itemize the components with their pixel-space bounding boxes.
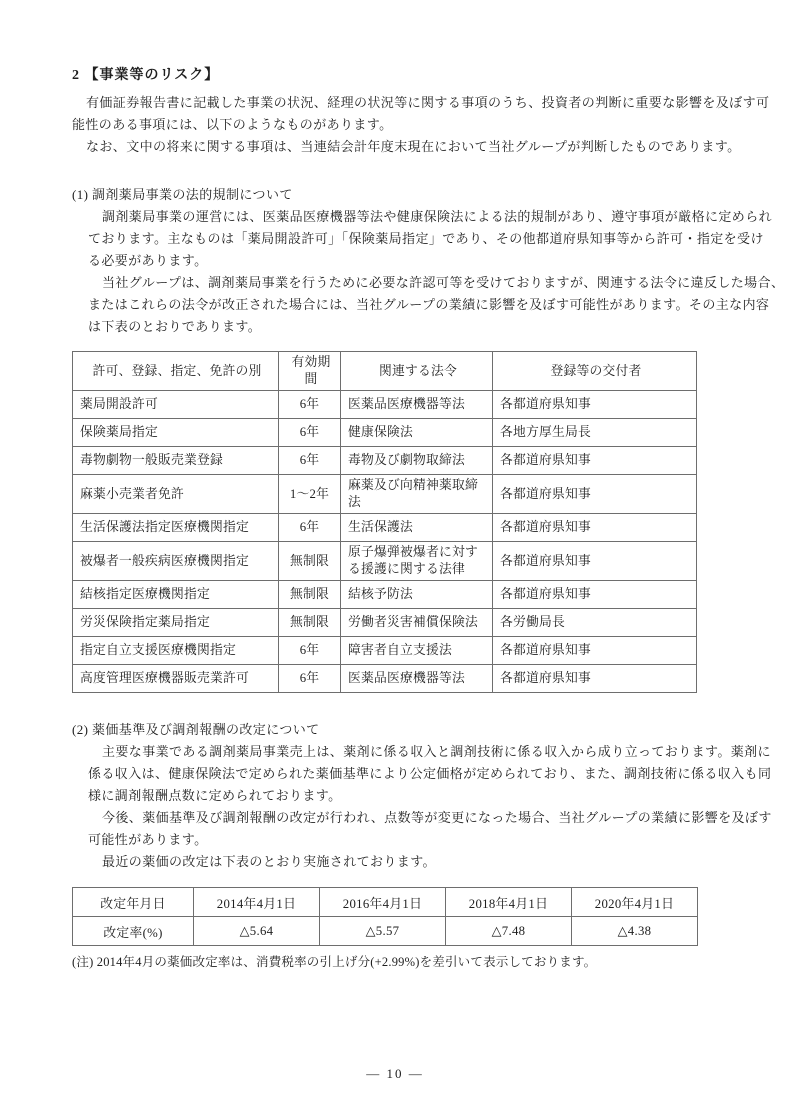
cell-validity: 無制限 <box>279 581 341 609</box>
cell-issuer: 各地方厚生局長 <box>493 419 697 447</box>
cell-validity: 6年 <box>279 665 341 693</box>
cell-issuer: 各都道府県知事 <box>493 665 697 693</box>
col-header-validity: 有効期間 <box>279 352 341 391</box>
cell-revision-date: 2016年4月1日 <box>320 888 446 917</box>
section2-line: 主要な事業である調剤薬局事業売上は、薬剤に係る収入と調剤技術に係る収入から成り立っております。薬剤に <box>102 744 771 759</box>
section2-body <box>88 741 772 873</box>
section1-line: またはこれらの法令が改正された場合には、当社グループの業績に影響を及ぼす可能性があります。その主な内容 <box>88 297 770 312</box>
cell-issuer: 各都道府県知事 <box>493 475 697 514</box>
revision-date-row <box>73 888 698 917</box>
intro-line: なお、文中の将来に関する事項は、当連結会計年度末現在において当社グループが判断したものであります。 <box>86 139 741 154</box>
section2-line: 今後、薬価基準及び調剤報酬の改定が行われ、点数等が変更になった場合、当社グループの業績に影響を及ぼす <box>102 810 772 825</box>
cell-validity: 6年 <box>279 447 341 475</box>
cell-validity: 6年 <box>279 514 341 542</box>
cell-license-type: 保険薬局指定 <box>73 419 279 447</box>
intro-line: 能性のある事項には、以下のようなものがあります。 <box>72 117 393 132</box>
cell-license-type: 結核指定医療機関指定 <box>73 581 279 609</box>
page-title: 2 【事業等のリスク】 <box>72 68 220 83</box>
cell-revision-date: 2020年4月1日 <box>572 888 698 917</box>
cell-license-type: 被爆者一般疾病医療機関指定 <box>73 542 279 581</box>
section2-line: 最近の薬価の改定は下表のとおり実施されております。 <box>102 854 436 869</box>
cell-related-law: 障害者自立支援法 <box>341 637 493 665</box>
cell-validity: 1～2年 <box>279 475 341 514</box>
cell-related-law: 医薬品医療機器等法 <box>341 391 493 419</box>
table-row <box>73 581 697 609</box>
revision-rate-row <box>73 917 698 946</box>
cell-related-law: 結核予防法 <box>341 581 493 609</box>
cell-related-law: 原子爆弾被爆者に対する援護に関する法律 <box>341 542 493 581</box>
table-row <box>73 609 697 637</box>
table-row <box>73 391 697 419</box>
cell-license-type: 生活保護法指定医療機関指定 <box>73 514 279 542</box>
table-row <box>73 665 697 693</box>
cell-validity: 無制限 <box>279 542 341 581</box>
table-header-row <box>73 352 697 391</box>
section1-line: 当社グループは、調剤薬局事業を行うために必要な許認可等を受けておりますが、関連する法令に違反した場合、 <box>102 275 785 290</box>
cell-related-law: 麻薬及び向精神薬取締法 <box>341 475 493 514</box>
cell-issuer: 各都道府県知事 <box>493 391 697 419</box>
cell-license-type: 麻薬小売業者免許 <box>73 475 279 514</box>
cell-revision-rate: △4.38 <box>572 917 698 946</box>
cell-validity: 6年 <box>279 637 341 665</box>
cell-revision-rate: △5.64 <box>194 917 320 946</box>
section1-line: る必要があります。 <box>88 253 208 268</box>
cell-license-type: 毒物劇物一般販売業登録 <box>73 447 279 475</box>
license-table <box>72 351 697 693</box>
intro-paragraph <box>72 92 770 158</box>
intro-line: 有価証券報告書に記載した事業の状況、経理の状況等に関する事項のうち、投資者の判断に重要な影響を及ぼす可 <box>86 95 770 110</box>
cell-issuer: 各都道府県知事 <box>493 447 697 475</box>
cell-issuer: 各都道府県知事 <box>493 514 697 542</box>
table-row <box>73 419 697 447</box>
cell-license-type: 薬局開設許可 <box>73 391 279 419</box>
cell-license-type: 労災保険指定薬局指定 <box>73 609 279 637</box>
section1-line: は下表のとおりであります。 <box>88 319 262 334</box>
cell-revision-rate: △7.48 <box>446 917 572 946</box>
page-number: ― 10 ― <box>366 1066 424 1081</box>
col-header-related-law: 関連する法令 <box>341 352 493 391</box>
row-header-revision-rate: 改定率(%) <box>73 917 194 946</box>
col-header-license-type: 許可、登録、指定、免許の別 <box>73 352 279 391</box>
section2-line: 様に調剤報酬点数に定められております。 <box>88 788 342 803</box>
cell-license-type: 高度管理医療機器販売業許可 <box>73 665 279 693</box>
table-row <box>73 637 697 665</box>
table-row <box>73 514 697 542</box>
cell-license-type: 指定自立支援医療機関指定 <box>73 637 279 665</box>
table-row <box>73 475 697 514</box>
table-row <box>73 447 697 475</box>
cell-issuer: 各都道府県知事 <box>493 542 697 581</box>
cell-related-law: 生活保護法 <box>341 514 493 542</box>
cell-validity: 無制限 <box>279 609 341 637</box>
cell-revision-date: 2014年4月1日 <box>194 888 320 917</box>
table-footnote: (注) 2014年4月の薬価改定率は、消費税率の引上げ分(+2.99%)を差引いて表示しております。 <box>72 955 597 969</box>
section2-line: 可能性があります。 <box>88 832 208 847</box>
row-header-revision-date: 改定年月日 <box>73 888 194 917</box>
col-header-issuer: 登録等の交付者 <box>493 352 697 391</box>
section1-line: ております。主なものは「薬局開設許可」「保険薬局指定」であり、その他都道府県知事等から許可・指定を受け <box>88 231 764 246</box>
cell-issuer: 各労働局長 <box>493 609 697 637</box>
section1-heading: (1) 調剤薬局事業の法的規制について <box>72 187 293 202</box>
section1-line: 調剤薬局事業の運営には、医薬品医療機器等法や健康保険法による法的規制があり、遵守事項が厳格に定められ <box>102 209 773 224</box>
revision-rate-table <box>72 887 698 946</box>
cell-issuer: 各都道府県知事 <box>493 581 697 609</box>
table-row <box>73 542 697 581</box>
cell-related-law: 毒物及び劇物取締法 <box>341 447 493 475</box>
cell-related-law: 医薬品医療機器等法 <box>341 665 493 693</box>
cell-revision-rate: △5.57 <box>320 917 446 946</box>
cell-issuer: 各都道府県知事 <box>493 637 697 665</box>
section2-heading: (2) 薬価基準及び調剤報酬の改定について <box>72 722 320 737</box>
cell-validity: 6年 <box>279 419 341 447</box>
cell-validity: 6年 <box>279 391 341 419</box>
cell-revision-date: 2018年4月1日 <box>446 888 572 917</box>
cell-related-law: 健康保険法 <box>341 419 493 447</box>
cell-related-law: 労働者災害補償保険法 <box>341 609 493 637</box>
section1-body <box>88 206 785 338</box>
section2-line: 係る収入は、健康保険法で定められた薬価基準により公定価格が定められており、また、調剤技術に係る収入も同 <box>88 766 772 781</box>
